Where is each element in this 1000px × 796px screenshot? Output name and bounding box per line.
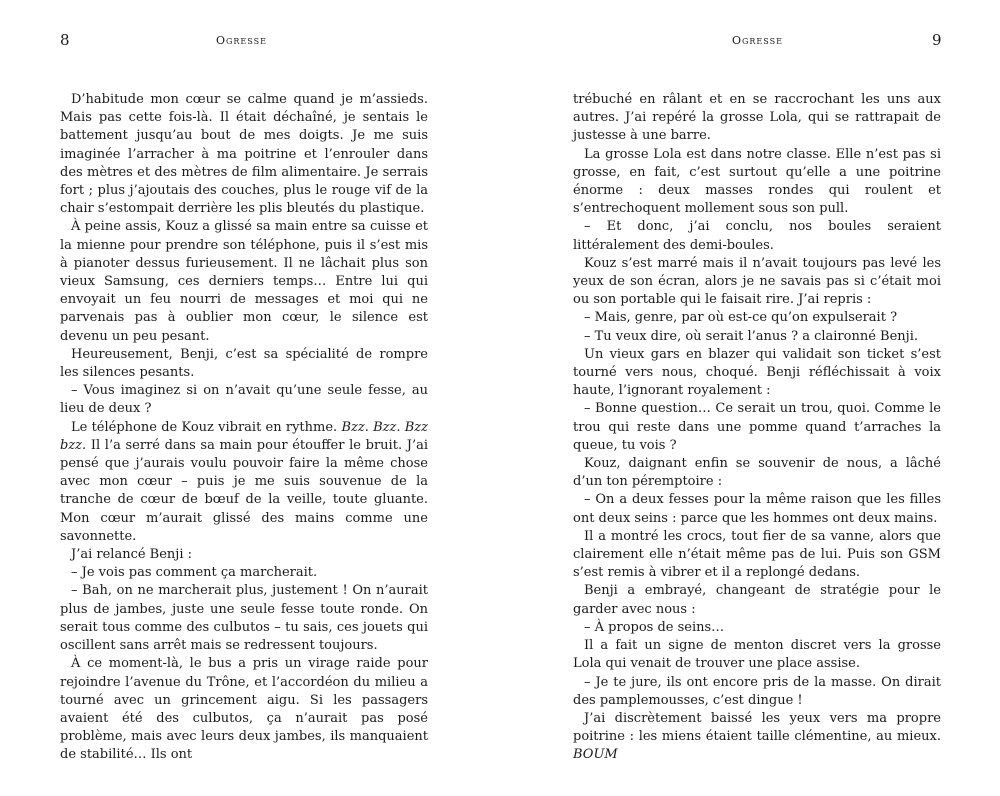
paragraph: Kouz s’est marré mais il n’avait toujours pas levé les yeux de son écran, alors je ne savais pas si c’était moi ou son portable qui le faisait rire. J’ai repris : [573, 255, 941, 308]
paragraph: La grosse Lola est dans notre classe. Elle n’est pas si grosse, en fait, c’est surtout qu’elle a une poitrine énorme : deux masses rondes qui roulent et s’entrechoquent mollement sous son pull. [573, 146, 941, 217]
paragraph: À peine assis, Kouz a glissé sa main entre sa cuisse et la mienne pour prendre son téléphone, puis il s’est mis à pianoter dessus furieusement. Il ne lâchait plus son vieux Samsung, ces derniers temps… Entre lui qui envoyait un feu nourri de messages et moi qui ne parvenais pas à oublier mon cœur, le silence est devenu un peu pesant. [60, 219, 428, 344]
dialogue-line: – Tu veux dire, où serait l’anus ? a claironné Benji. [584, 328, 918, 344]
dialogue-line: – Je te jure, ils ont encore pris de la masse. On dirait des pamplemousses, c’est dingue ! [573, 674, 941, 708]
paragraph: J’ai relancé Benji : [71, 547, 192, 563]
paragraph [573, 710, 941, 765]
dialogue-line: – Bah, on ne marcherait plus, justement ! On n’aurait plus de jambes, juste une seule fesse toute ronde. On serait tous comme des culbutos – tu sais, ces jouets qui oscillent sans arrêt mais se redressent toujours. [60, 583, 428, 654]
paragraph: Kouz, daignant enfin se souvenir de nous, a lâché d’un ton péremptoire : [573, 456, 941, 490]
body-text [60, 91, 428, 765]
page-number: 9 [932, 31, 942, 49]
onomatopoeia: Bzz. Bzz. Bzz bzz. [60, 419, 428, 453]
right-page [500, 0, 1000, 796]
paragraph: D’habitude mon cœur se calme quand je m’assieds. Mais pas cette fois-là. Il était déchaîné, je sentais le battement jusqu’au bout de mes doigts. Je me suis imaginée l’arracher à ma poitrine et l’enrouler dans des mètres et des mètres de film alimentaire. Je serrais fort ; plus j’ajoutais des couches, plus le rouge vif de la chair s’estompait derrière les plis bleutés du plastique. [60, 92, 428, 217]
text-run: Le téléphone de Kouz vibrait en rythme. [71, 419, 342, 435]
paragraph-continuation: trébuché en râlant et en se raccrochant les uns aux autres. J’ai repéré la grosse Lola, qui se rattrapait de justesse à une barre. [573, 92, 941, 144]
dialogue-line: – Et donc, j’ai conclu, nos boules seraient littéralement des demi-boules. [573, 219, 941, 253]
paragraph: Il a montré les crocs, tout fier de sa vanne, alors que clairement elle n’était même pas de lui. Puis son GSM s’est remis à vibrer et il a replongé dedans. [573, 528, 941, 581]
text-run: Il l’a serré dans sa main pour étouffer le bruit. J’ai pensé que j’aurais voulu pouvoir faire la même chose avec mon cœur – puis je me suis souvenue de la tranche de cœur de bœuf de la veille, toute gluante. Mon cœur m’aurait glissé des mains comme une savonnette. [60, 437, 428, 544]
dialogue-line: – À propos de seins… [584, 619, 725, 635]
dialogue-line: – Bonne question… Ce serait un trou, quoi. Comme le trou qui reste dans une pomme quand t’arraches la queue, tu vois ? [573, 401, 941, 453]
paragraph [60, 419, 428, 546]
dialogue-line: – On a deux fesses pour la même raison que les filles ont deux seins : parce que les hommes ont deux mains. [573, 492, 941, 526]
running-head: Ogresse [732, 34, 783, 47]
paragraph: À ce moment-là, le bus a pris un virage raide pour rejoindre l’avenue du Trône, et l’accordéon du milieu a tourné avec un grincement aigu. Si les passagers avaient été des culbutos, ça n’aurait pas posé problème, mais avec leurs deux jambes, ils manquaient de stabilité… Ils ont [60, 656, 428, 763]
dialogue-line: – Mais, genre, par où est-ce qu’on expulserait ? [584, 310, 898, 326]
paragraph: Un vieux gars en blazer qui validait son ticket s’est tourné vers nous, choqué. Benji réfléchissait à voix haute, l’ignorant royalement : [573, 346, 941, 399]
text-run: J’ai discrètement baissé les yeux vers ma propre poitrine : les miens étaient taille clémentine, au mieux. [573, 710, 941, 745]
body-text [573, 91, 941, 765]
paragraph: Benji a embrayé, changeant de stratégie pour le garder avec nous : [573, 583, 941, 617]
paragraph: Heureusement, Benji, c’est sa spécialité de rompre les silences pesants. [60, 346, 428, 381]
dialogue-line: – Vous imaginez si on n’avait qu’une seule fesse, au lieu de deux ? [60, 383, 428, 417]
paragraph: Il a fait un signe de menton discret vers la grosse Lola qui venait de trouver une place assise. [573, 638, 941, 672]
page-number: 8 [60, 31, 70, 49]
running-head: Ogresse [216, 34, 267, 47]
onomatopoeia: BOUM [573, 747, 618, 763]
dialogue-line: – Je vois pas comment ça marcherait. [71, 565, 318, 581]
